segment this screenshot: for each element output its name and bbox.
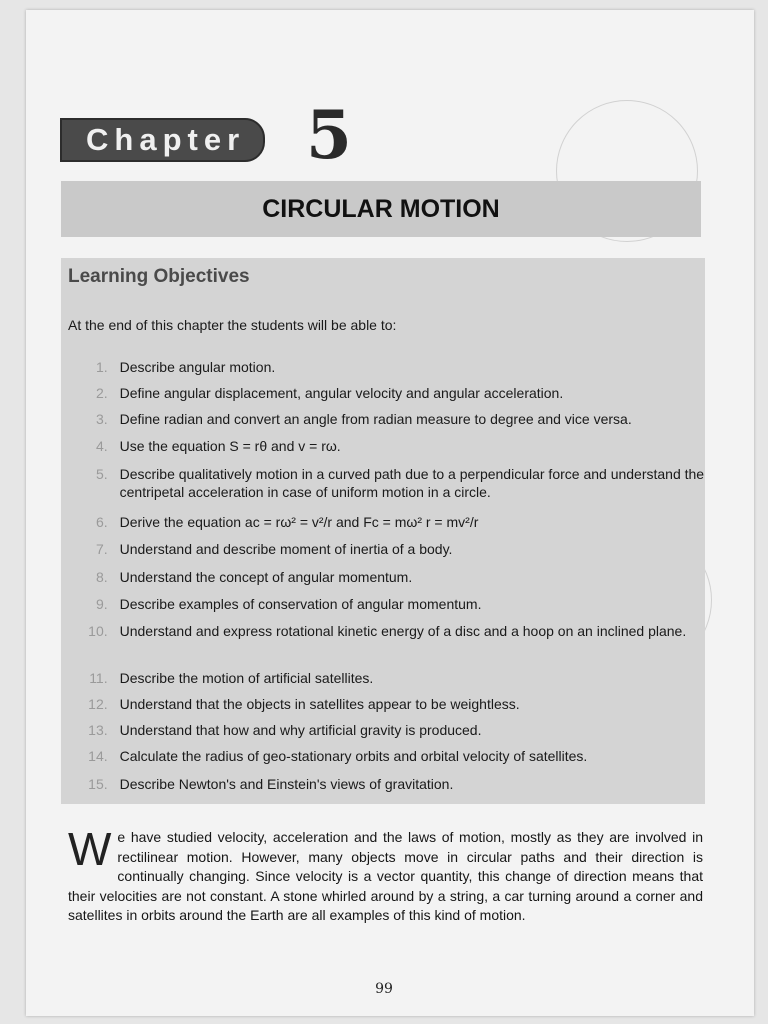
objective-text: Understand the concept of angular momentum. bbox=[119, 569, 413, 585]
objective-item bbox=[60, 775, 705, 793]
objective-text: Understand and express rotational kinetic energy of a disc and a hoop on an inclined plane. bbox=[119, 623, 687, 639]
objective-item bbox=[60, 721, 705, 739]
objective-number: 3. bbox=[95, 411, 108, 427]
objective-text: Derive the equation ac = rω² = v²/r and Fc = mω² r = mv²/r bbox=[119, 514, 479, 530]
objective-number: 4. bbox=[95, 438, 108, 454]
objective-text: Describe Newton's and Einstein's views of gravitation. bbox=[119, 776, 454, 792]
objective-number: 10. bbox=[88, 623, 108, 639]
intro-paragraph-text: e have studied velocity, acceleration and the laws of motion, mostly as they are involved in rectilinear motion. However, many objects move in circular paths and their direction is continually changing. Since velocity is a vector quantity, this change of direction means that their velocities are not constant. A stone whirled around by a string, a car turning around a corner and satellites in orbits around the Earth are all examples of this kind of motion. bbox=[68, 829, 703, 923]
objective-number: 12. bbox=[88, 696, 108, 712]
objective-item bbox=[60, 384, 705, 402]
objective-item bbox=[60, 595, 705, 613]
objective-text: Define radian and convert an angle from radian measure to degree and vice versa. bbox=[119, 411, 632, 427]
objective-text: Define angular displacement, angular velocity and angular acceleration. bbox=[119, 385, 564, 401]
objective-item bbox=[60, 622, 705, 640]
objective-text: Understand and describe moment of inertia of a body. bbox=[119, 541, 453, 557]
objective-text: Use the equation S = rθ and v = rω. bbox=[119, 438, 341, 454]
objective-item bbox=[60, 669, 705, 687]
objective-number: 14. bbox=[88, 748, 108, 764]
title-band bbox=[61, 181, 701, 237]
objective-item bbox=[60, 437, 705, 455]
chapter-tag bbox=[60, 119, 265, 161]
objective-number: 8. bbox=[95, 569, 108, 585]
objective-text: Calculate the radius of geo-stationary orbits and orbital velocity of satellites. bbox=[119, 748, 588, 764]
objective-item bbox=[60, 540, 705, 558]
objective-text: Understand that how and why artificial gravity is produced. bbox=[119, 722, 482, 738]
chapter-label: Chapter bbox=[60, 118, 265, 162]
page-number: 99 bbox=[375, 981, 393, 997]
objective-number: 11. bbox=[89, 670, 108, 686]
objective-item bbox=[60, 695, 705, 713]
objective-item bbox=[60, 465, 705, 501]
objective-number: 15. bbox=[88, 776, 108, 792]
objective-number: 5. bbox=[95, 466, 108, 482]
objective-item bbox=[60, 410, 705, 428]
objective-text: Understand that the objects in satellites appear to be weightless. bbox=[119, 696, 520, 712]
objective-text: Describe examples of conservation of angular momentum. bbox=[119, 596, 482, 612]
objectives-intro: At the end of this chapter the students will be able to: bbox=[68, 317, 397, 333]
objective-number: 1. bbox=[95, 359, 108, 375]
objective-item bbox=[60, 568, 705, 586]
objective-item bbox=[60, 358, 705, 376]
objective-number: 13. bbox=[88, 722, 108, 738]
chapter-title: CIRCULAR MOTION bbox=[262, 194, 500, 223]
chapter-number: 5 bbox=[306, 96, 352, 174]
objective-number: 7. bbox=[95, 541, 108, 557]
dropcap-letter: W bbox=[68, 823, 112, 875]
objective-item bbox=[60, 747, 705, 765]
objectives-heading: Learning Objectives bbox=[68, 266, 250, 287]
objective-text: Describe qualitatively motion in a curved path due to a perpendicular force and understand the centripetal acceleration in case of uniform motion in a circle. bbox=[119, 466, 705, 500]
objective-item bbox=[60, 513, 705, 531]
objective-text: Describe the motion of artificial satellites. bbox=[119, 670, 374, 686]
objective-number: 2. bbox=[95, 385, 108, 401]
objective-text: Describe angular motion. bbox=[119, 359, 276, 375]
objective-number: 6. bbox=[95, 514, 108, 530]
objective-number: 9. bbox=[95, 596, 108, 612]
intro-paragraph bbox=[68, 823, 703, 926]
